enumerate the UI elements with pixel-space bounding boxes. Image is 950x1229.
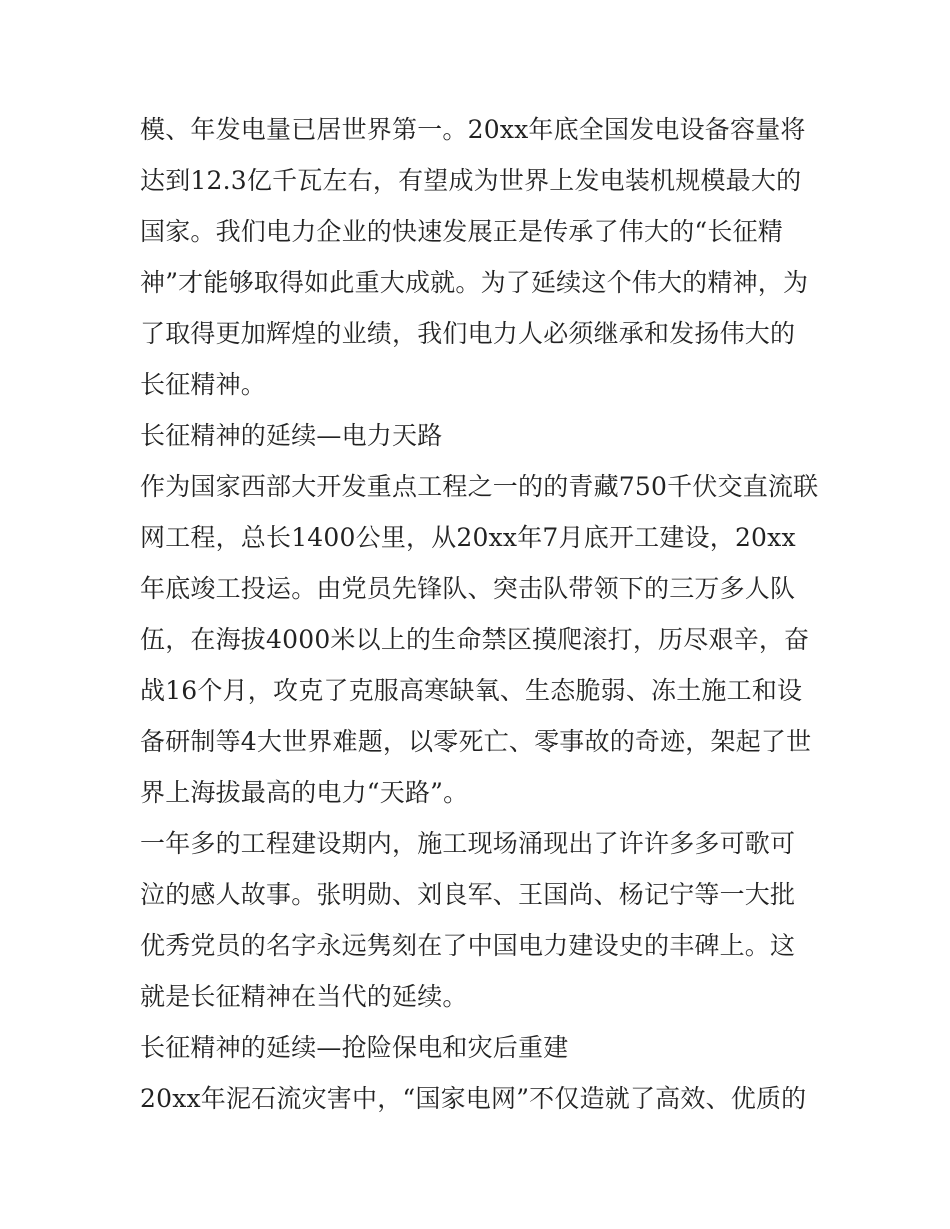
section-heading-disaster-relief: 长征精神的延续—抢险保电和灾后重建 [140, 1033, 569, 1062]
section-heading-tianlu: 长征精神的延续—电力天路 [140, 421, 443, 450]
paragraph-construction-stories: 一年多的工程建设期内，施工现场涌现出了许许多多可歌可泣的感人故事。张明勋、刘良军、王国尚、杨记宁等一大批优秀党员的名字永远隽刻在了中国电力建设史的丰碑上。这就是长征精神在当代的延续。 [140, 829, 796, 1011]
paragraph-intro: 模、年发电量已居世界第一。20xx年底全国发电设备容量将达到12.3亿千瓦左右，有望成为世界上发电装机规模最大的国家。我们电力企业的快速发展正是传承了伟大的“长征精神”才能够取得如此重大成就。为了延续这个伟大的精神，为了取得更加辉煌的业绩，我们电力人必须继承和发扬伟大的长征精神。 [140, 115, 809, 399]
document-body [140, 104, 820, 1124]
paragraph-mudslide: 20xx年泥石流灾害中，“国家电网”不仅造就了高效、优质的 [140, 1084, 807, 1113]
paragraph-qinghai-tibet-project: 作为国家西部大开发重点工程之一的的青藏750千伏交直流联网工程，总长1400公里，从20xx年7月底开工建设，20xx年底竣工投运。由党员先锋队、突击队带领下的三万多人队伍，在海拔4000米以上的生命禁区摸爬滚打，历尽艰辛，奋战16个月，攻克了克服高寒缺氧、生态脆弱、冻土施工和设备研制等4大世界难题，以零死亡、零事故的奇迹，架起了世界上海拔最高的电力“天路”。 [140, 472, 819, 807]
